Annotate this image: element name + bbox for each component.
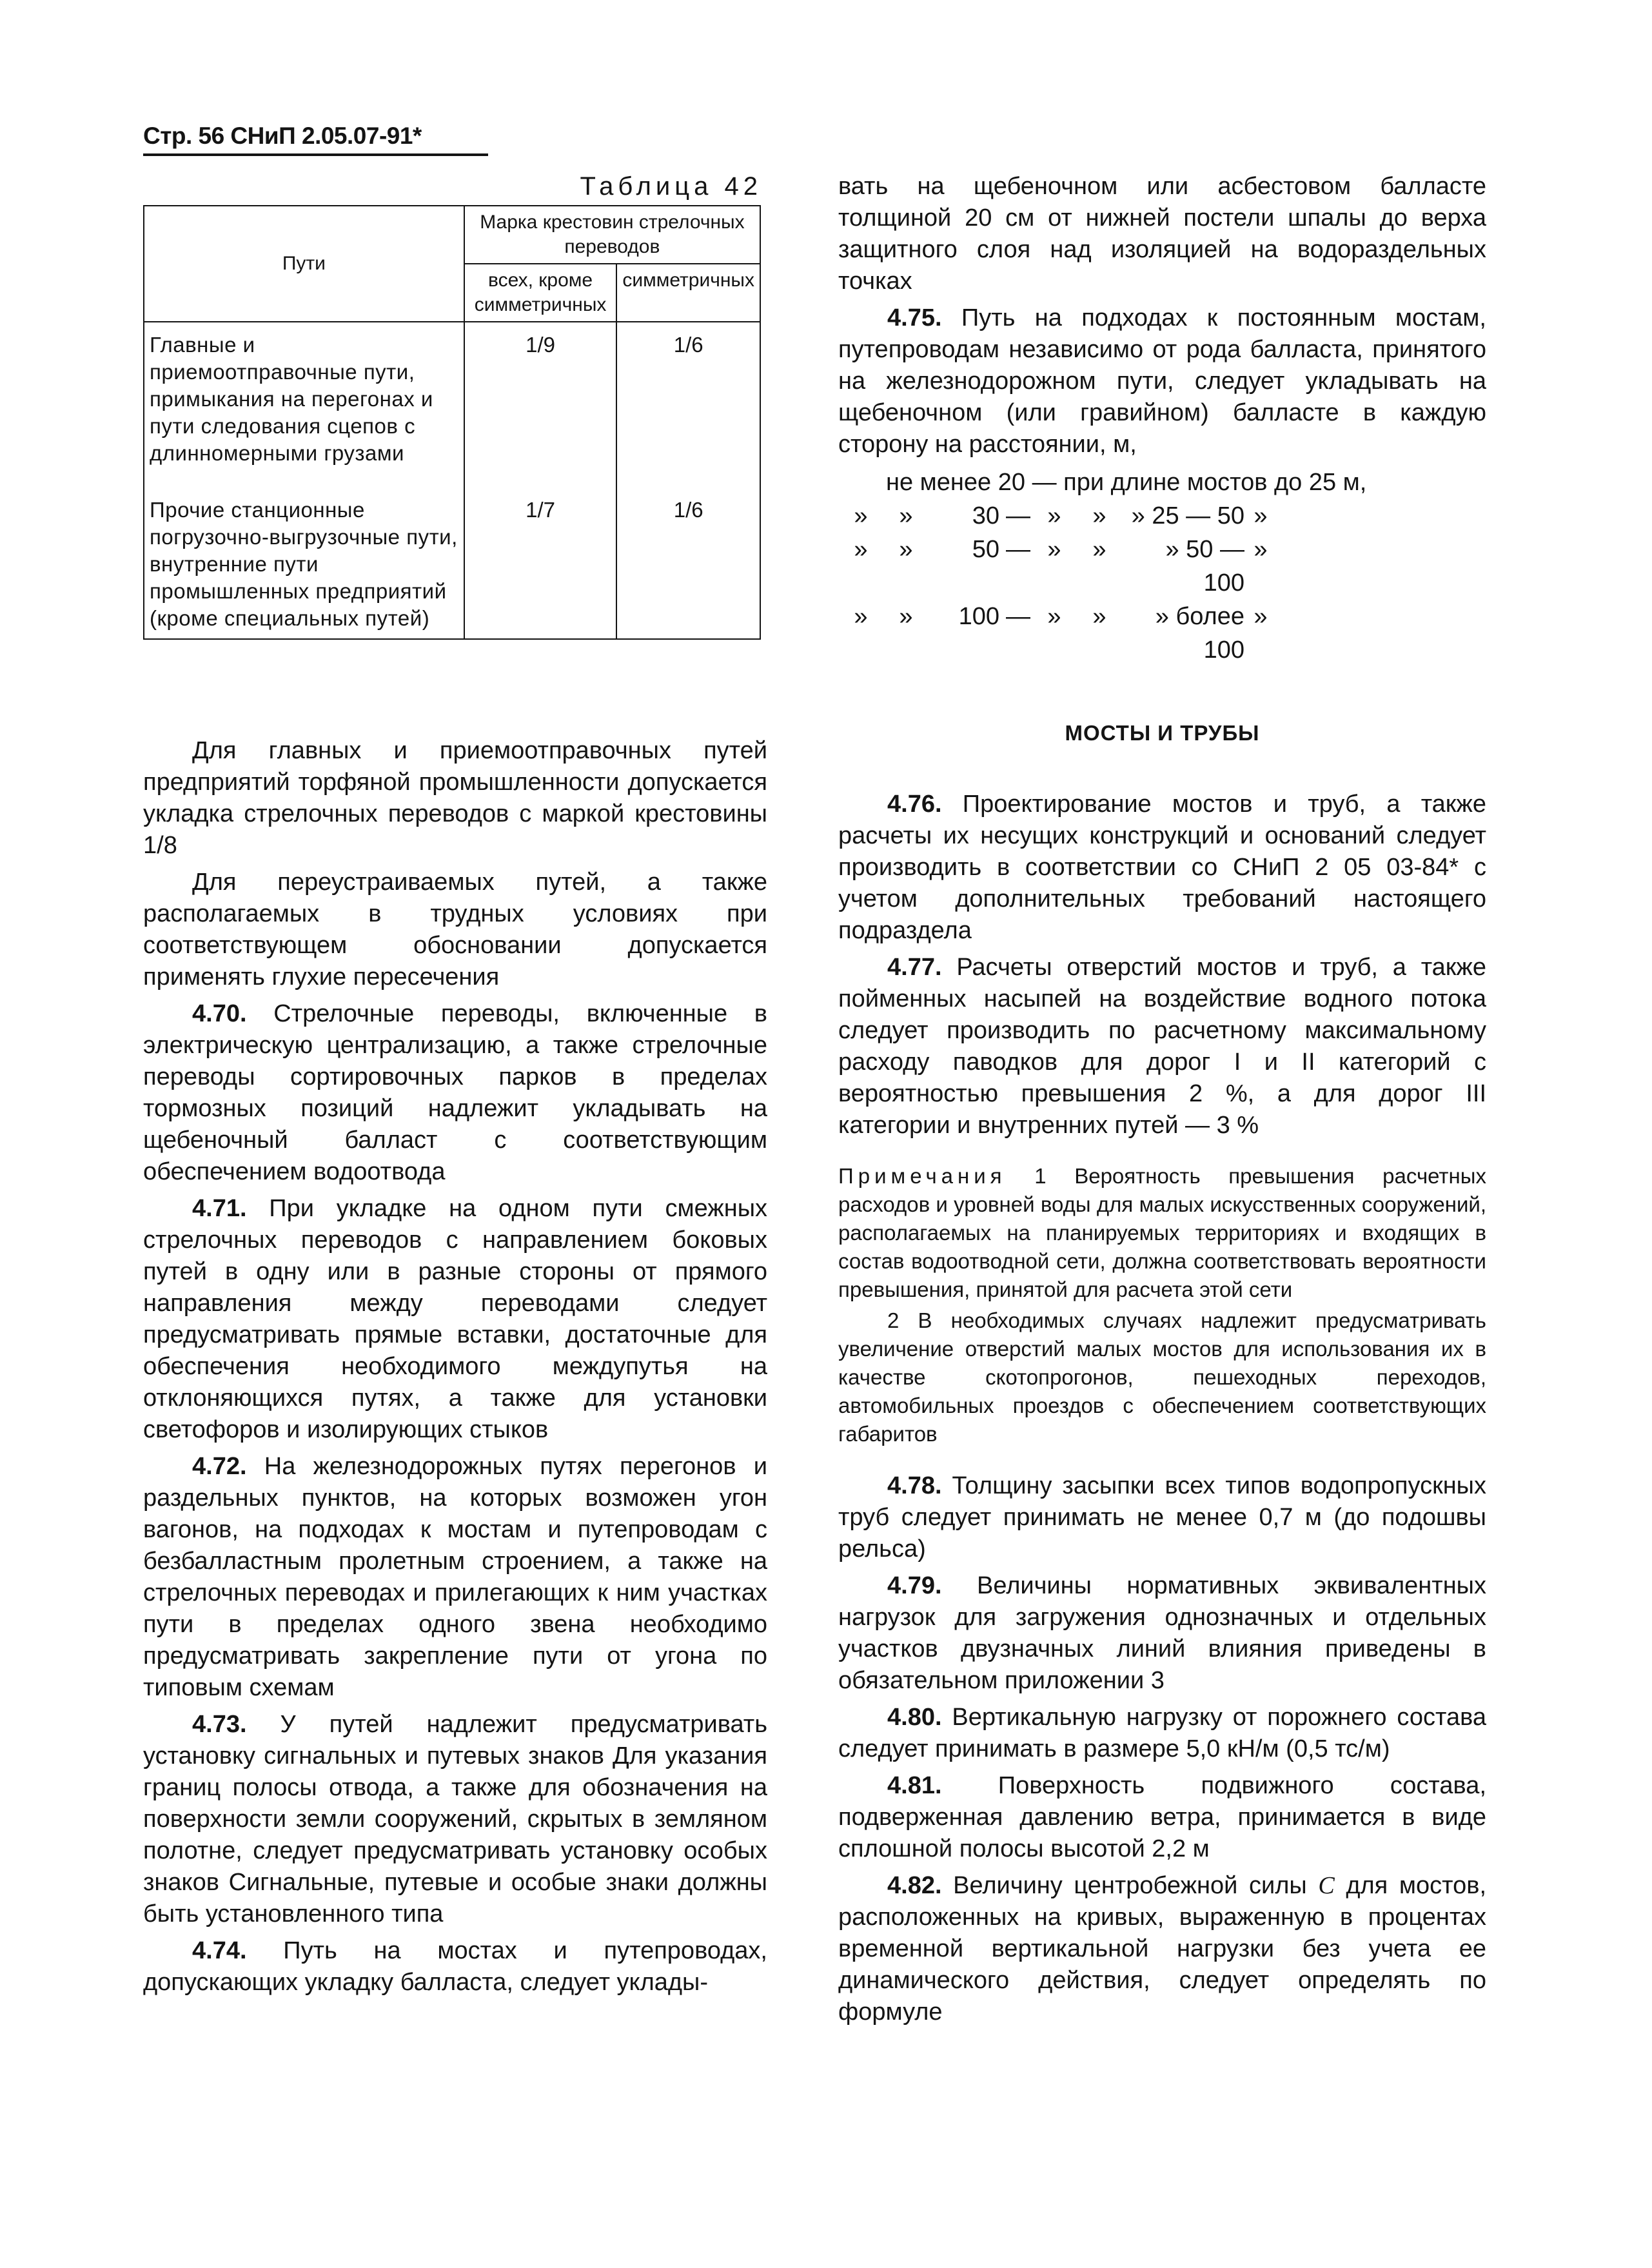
clause-4-73 [143,1709,767,1930]
ditto-mark: » [1254,603,1268,630]
table-row [144,471,760,639]
clause-number: 4.71. [192,1195,247,1222]
clause-text: На железнодорожных путях перегонов и раздельных пунктов, на которых возможен угон вагонов, на подходах к мостам и путепроводам с безбалластным пролетным строением, а также на стрелочных переводах и прилегающих к ним участках пути в пределах одного звена необходимо предусматривать закрепление пути от угона по типовым схемам [143,1453,767,1701]
table-caption: Таблица 42 [580,172,762,201]
dash: — [1006,603,1030,630]
note-2: 2 В необходимых случаях надлежит предусматривать увеличение отверстий малых мостов для использования их в качестве скотопрогонов, пешеходных переходов, автомобильных проездов с обеспечением соответствующих габаритов [838,1308,1486,1446]
col-header-group: Марка крестовин стрелочных переводов [464,206,760,264]
clause-text: Путь на подходах к постоянным мостам, путепроводам независимо от рода балласта, принятого на железнодорожном пути, следует укладывать на щебеночном (или гравийном) балласте в каждую сторону на расстоянии, м, [838,304,1486,458]
clause-text: Стрелочные переводы, включенные в электрическую централизацию, а также стрелочные переводы сортировочных парков в пределах тормозных позиций надлежит укладывать на щебеночный балласт с соответствующим обеспечением водоотвода [143,1000,767,1185]
clause-text: Проектирование мостов и труб, а также расчеты их несущих конструкций и оснований следует производить в соответствии со СНиП 2 05 03-84* с учетом дополнительных требований настоящего подраздела [838,791,1486,944]
clause-4-74-continued: вать на щебеночном или асбестовом балласте толщиной 20 см от нижней постели шпалы до верха защитного слоя над изоляцией на водораздельных точках [838,173,1486,295]
clause-number: 4.72. [192,1453,247,1480]
clause-text: для мостов, расположенных на кривых, выраженную в процентах временной вертикальной нагрузки без учета ее динамического действия, следует определять по формуле [838,1872,1487,2026]
notes-label: Примечания [838,1164,1007,1188]
clause-4-76 [838,789,1486,947]
clause-text: Путь на мостах и путепроводах, допускающих укладку балласта, следует уклады- [143,1937,767,1996]
dash: — [1006,536,1030,563]
distance-value: 50 [972,536,999,563]
dash: — [1006,502,1030,529]
ditto-mark: » [854,502,868,529]
col-header-b: симметричных [616,264,760,322]
distance-row [838,533,1486,600]
table-cell-b: 1/6 [616,322,760,471]
header-rule [143,153,488,156]
ditto-mark: » [1047,603,1061,630]
clause-4-79 [838,1570,1486,1697]
ditto-mark: » [1092,603,1106,630]
ditto-mark: » [899,502,913,529]
left-column [143,171,767,2004]
col-header-track: Пути [144,206,464,322]
paragraph: Для главных и приемоотправочных путей предприятий торфяной промышленности допускается укладка стрелочных переводов с маркой крестовины 1/8 [143,737,767,859]
ditto-mark: » [1047,502,1061,529]
clause-number: 4.77. [887,954,942,981]
clause-number: 4.81. [887,1772,942,1799]
distance-list [838,466,1486,667]
clause-text: Вертикальную нагрузку от порожнего состава следует принимать в размере 5,0 кН/м (0,5 тс/м) [838,1704,1486,1762]
table-row [144,322,760,471]
ditto-mark: » [1047,536,1061,563]
ditto-mark: » [1254,536,1268,563]
clause-text: Расчеты отверстий мостов и труб, а также пойменных насыпей на воздействие водного потока следует производить по расчетному максимальному расходу паводков для дорог I и II категорий с вероятностью превышения 2 %, а для дорог III категории и внутренних путей — 3 % [838,954,1486,1139]
ditto-mark: » [1092,502,1106,529]
distance-value: 30 [972,502,999,529]
clause-text: Величину центробежной силы [941,1872,1319,1899]
paragraph: Для переустраиваемых путей, а также располагаемых в трудных условиях при соответствующем обосновании допускается применять глухие пересечения [143,869,767,991]
clause-number: 4.78. [887,1472,942,1499]
table-cell-track: Прочие станционные погрузочно-выгрузочные пути, внутренние пути промышленных предприятий (кроме специальных путей) [144,471,464,639]
ditto-mark: » [899,603,913,630]
table-cell-a: 1/9 [464,322,617,471]
clause-number: 4.80. [887,1704,942,1731]
ditto-mark: » [854,603,868,630]
clause-4-72 [143,1451,767,1704]
clause-number: 4.74. [192,1937,247,1964]
variable-c: C [1318,1872,1335,1899]
table-42 [143,205,761,640]
ditto-mark: » [1092,536,1106,563]
clause-number: 4.79. [887,1572,942,1599]
col-header-a: всех, кроме симметричных [464,264,617,322]
clause-4-80 [838,1702,1486,1765]
clause-number: 4.70. [192,1000,247,1027]
clause-number: 4.82. [887,1872,942,1899]
clause-4-82 [838,1870,1486,2028]
clause-4-78 [838,1470,1486,1565]
ditto-mark: » [1254,502,1268,529]
clause-text: Величины нормативных эквивалентных нагрузок для загружения однозначных и отдельных участков двузначных линий влияния приведены в обязательном приложении 3 [838,1572,1486,1694]
clause-4-75 [838,302,1486,460]
ditto-mark: » [854,536,868,563]
length-range: » 25 — 50 [1131,502,1244,529]
clause-4-81 [838,1770,1486,1865]
clause-text: Толщину засыпки всех типов водопропускных труб следует принимать не менее 0,7 м (до подошвы рельса) [838,1472,1486,1563]
table-cell-track: Главные и приемоотправочные пути, примыкания на перегонах и пути следования сцепов с длинномерными грузами [144,322,464,471]
right-column [838,171,1486,2033]
table-cell-a: 1/7 [464,471,617,639]
clause-4-70 [143,998,767,1188]
clause-text: При укладке на одном пути смежных стрелочных переводов с направлением боковых путей в одну или в разные стороны от прямого направления между переводами следует предусматривать прямые вставки, достаточные для обеспечения необходимого междупутья на отклоняющихся путях, а также для установки светофоров и изолирующих стыков [143,1195,767,1443]
section-title: МОСТЫ И ТРУБЫ [1065,721,1260,745]
distance-row [838,499,1486,533]
clause-number: 4.73. [192,1711,247,1738]
ditto-mark: » [899,536,913,563]
length-range: » 50 — 100 [1165,536,1244,597]
clause-4-71 [143,1193,767,1446]
page-header: Стр. 56 СНиП 2.05.07-91* [143,123,422,149]
clause-text: Поверхность подвижного состава, подверженная давлению ветра, принимается в виде сплошной полосы высотой 2,2 м [838,1772,1486,1862]
distance-row: не менее 20 — при длине мостов до 25 м, [886,469,1367,496]
distance-value: 100 [958,603,999,630]
length-range: » более 100 [1155,603,1244,664]
clause-text: У путей надлежит предусматривать установку сигнальных и путевых знаков Для указания границ полосы отвода, а также для обозначения на поверхности земли сооружений, скрытых в земляном полотне, следует предусматривать установку особых знаков Сигнальные, путевые и особые знаки должны быть установленного типа [143,1711,767,1928]
clause-number: 4.76. [887,791,942,818]
note-1 [838,1162,1486,1304]
clause-4-74 [143,1935,767,1998]
clause-4-77 [838,952,1486,1141]
table-cell-b: 1/6 [616,471,760,639]
note-text: 1 Вероятность превышения расчетных расходов и уровней воды для малых искусственных сооружений, располагаемых на планируемых территориях и входящих в состав водоотводной сети, должна соответствовать вероятности превышения, принятой для расчета этой сети [838,1164,1486,1301]
distance-row [838,600,1486,667]
clause-number: 4.75. [887,304,942,331]
notes-block [838,1162,1486,1448]
